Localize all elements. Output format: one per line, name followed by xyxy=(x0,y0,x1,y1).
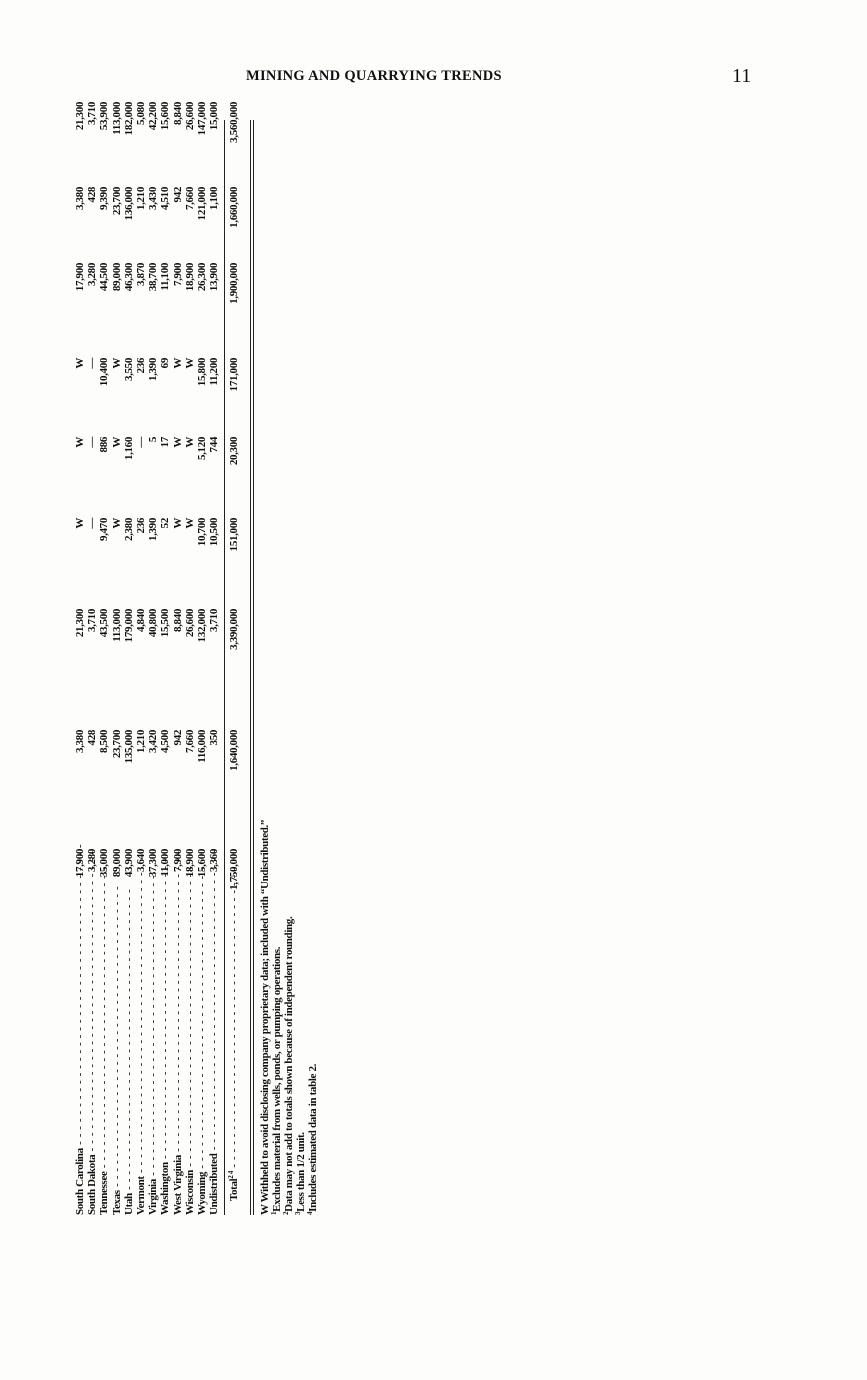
table-row xyxy=(110,102,123,1215)
table-cell: 17,900 xyxy=(74,263,86,292)
running-header xyxy=(0,65,867,88)
table-row xyxy=(98,102,111,1215)
table-cell: 37,300 xyxy=(147,849,160,878)
table-row xyxy=(171,102,184,1215)
table-cell: — xyxy=(135,437,147,448)
table-cell: 8,840 xyxy=(171,102,184,126)
footnotes xyxy=(259,820,319,1215)
table-cell: W xyxy=(74,437,86,448)
table-cell: 17,900 xyxy=(74,849,86,878)
table-cell: 8,840 xyxy=(171,609,184,633)
table-cell: 886 xyxy=(98,437,111,453)
table-cell: 1,390 xyxy=(147,518,160,542)
table-cell: 428 xyxy=(86,187,99,203)
table-cell: 35,000 xyxy=(98,849,111,878)
table-cell: 13,900 xyxy=(208,263,221,292)
total-footnote-marks: 2 4 xyxy=(227,1171,235,1179)
table-cell: 3,710 xyxy=(86,609,99,633)
table-cell: 15,500 xyxy=(159,609,172,638)
table-cell: — xyxy=(86,518,99,529)
running-title: MINING AND QUARRYING TRENDS xyxy=(246,68,502,84)
table-cell: 9,390 xyxy=(98,187,111,211)
table-cell: 4,510 xyxy=(159,187,172,211)
table-cell: 350 xyxy=(208,730,221,746)
table-cell: 43,900 xyxy=(122,849,135,878)
table-cell: 15,800 xyxy=(196,358,208,387)
state-name: Undistributed - - - xyxy=(209,1065,220,1215)
table-cell: W xyxy=(171,437,184,448)
table-cell: 8,500 xyxy=(98,730,111,754)
table-cell: 121,000 xyxy=(196,187,208,221)
total-value: 1,750,000 xyxy=(228,849,240,890)
table-cell: 9,470 xyxy=(98,518,111,542)
table-cell: 113,000 xyxy=(110,609,123,642)
table-cell: 236 xyxy=(135,518,147,534)
table-cell: 744 xyxy=(208,437,221,453)
state-name: Texas - - - xyxy=(112,1065,123,1215)
table-cell: 89,000 xyxy=(110,849,123,878)
table-cell: 7,900 xyxy=(171,263,184,287)
table-cell: 3,710 xyxy=(86,102,99,126)
table-cell: 17 xyxy=(159,437,172,448)
table-cell: 182,000 xyxy=(122,102,135,136)
table-cell: 21,300 xyxy=(74,609,86,638)
table-cell: 3,380 xyxy=(74,730,86,754)
table-cell: 18,900 xyxy=(183,849,196,878)
table-row xyxy=(196,102,208,1215)
table-cell: 5 xyxy=(147,437,160,443)
table-cell: W xyxy=(74,518,86,529)
table-cell: 23,700 xyxy=(110,730,123,759)
table-cell: 3,360 xyxy=(208,849,221,873)
table-cell: W xyxy=(171,518,184,529)
table-cell: 147,000 xyxy=(196,102,208,136)
table-row xyxy=(183,102,196,1215)
total-value: 3,390,000 xyxy=(228,609,240,650)
table-cell: 1,210 xyxy=(135,187,147,211)
table-cell: 1,210 xyxy=(135,730,147,754)
table-cell: 10,500 xyxy=(208,518,221,547)
table-row xyxy=(122,102,135,1215)
state-name: South Dakota - - - xyxy=(87,1065,98,1215)
table-cell: 135,000 xyxy=(122,730,135,764)
total-value: 3,560,000 xyxy=(228,102,240,143)
table-cell: W xyxy=(110,437,123,448)
total-value: 20,300 xyxy=(228,437,240,466)
table-cell: 23,700 xyxy=(110,187,123,216)
table-cell: 7,660 xyxy=(183,187,196,211)
table-cell: W xyxy=(110,518,123,529)
table-rule xyxy=(250,120,251,1215)
table-row xyxy=(208,102,221,1215)
page-number: 11 xyxy=(732,65,752,87)
total-value: 151,000 xyxy=(228,518,240,552)
footnote: $^4$Includes estimated data in table 2. xyxy=(306,1063,319,1215)
footnote: W Withheld to avoid disclosing company proprietary data; included with “Undistributed.” xyxy=(259,819,271,1215)
total-value: 171,000 xyxy=(228,358,240,392)
table-cell: 1,390 xyxy=(147,358,160,382)
table-cell: 10,400 xyxy=(98,358,111,387)
table-cell: 5,080 xyxy=(135,102,147,126)
table-cell: 428 xyxy=(86,730,99,746)
footnote: $^2$Data may not add to totals shown because of independent rounding. xyxy=(282,916,295,1215)
table-cell: 40,800 xyxy=(147,609,160,638)
table-cell: 3,550 xyxy=(122,358,135,382)
table-row xyxy=(86,102,99,1215)
table-cell: 42,200 xyxy=(147,102,160,131)
table-cell: 69 xyxy=(159,358,172,369)
total-value: 1,660,000 xyxy=(228,187,240,228)
table-cell: 18,900 xyxy=(183,263,196,292)
state-name: Wyoming - - - xyxy=(197,1065,208,1215)
table-cell: W xyxy=(183,358,196,369)
state-name: South Carolina - - - xyxy=(75,1065,86,1215)
table-cell: 3,420 xyxy=(147,730,160,754)
table-cell: 1,160 xyxy=(122,437,135,461)
state-name: Utah - - - xyxy=(124,1065,135,1215)
table-cell: 7,660 xyxy=(183,730,196,754)
state-name: Washington - - - xyxy=(160,1065,171,1215)
table-cell: 11,000 xyxy=(159,849,172,877)
table-cell: 10,700 xyxy=(196,518,208,547)
table-cell: 236 xyxy=(135,358,147,374)
table-cell: 52 xyxy=(159,518,172,529)
rotated-table xyxy=(62,102,342,1215)
table-cell: 4,840 xyxy=(135,609,147,633)
table-cell: 5,120 xyxy=(196,437,208,461)
table-cell: 3,430 xyxy=(147,187,160,211)
state-name: West Virginia - - - xyxy=(173,1065,184,1215)
state-name: Wisconsin - - - xyxy=(185,1065,196,1215)
table-cell: 179,000 xyxy=(122,609,135,643)
table-cell: 4,500 xyxy=(159,730,172,754)
table-cell: 2,380 xyxy=(122,518,135,542)
table-cell: 3,870 xyxy=(135,263,147,287)
table-cell: 942 xyxy=(171,730,184,746)
table-cell: 38,700 xyxy=(147,263,160,292)
table-cell: 89,000 xyxy=(110,263,123,292)
table-cell: 43,500 xyxy=(98,609,111,638)
state-name: Tennessee - - - xyxy=(99,1065,110,1215)
table-cell: W xyxy=(171,358,184,369)
total-row xyxy=(227,102,240,1215)
footnote: $^1$Excludes material from wells, ponds, or pumping operations. xyxy=(270,946,283,1215)
total-value: 1,640,000 xyxy=(228,730,240,771)
table-cell: 15,000 xyxy=(208,102,221,131)
table-cell: 3,380 xyxy=(74,187,86,211)
table-row xyxy=(135,102,147,1215)
table-cell: 11,200 xyxy=(208,358,221,386)
table-cell: 53,900 xyxy=(98,102,111,131)
table-cell: 3,280 xyxy=(86,849,99,873)
table-cell: 113,000 xyxy=(110,102,123,135)
table-cell: 26,600 xyxy=(183,609,196,638)
table-cell: 26,300 xyxy=(196,263,208,292)
total-value: 1,900,000 xyxy=(228,263,240,304)
table-cell: W xyxy=(74,358,86,369)
table-cell: 136,000 xyxy=(122,187,135,221)
table-cell: 11,100 xyxy=(159,263,172,291)
table-cell: 7,900 xyxy=(171,849,184,873)
table-cell: 21,300 xyxy=(74,102,86,131)
table-cell: 942 xyxy=(171,187,184,203)
table-rule xyxy=(253,120,254,1215)
table-cell: W xyxy=(183,437,196,448)
total-label: Total$^{2 4}$ - - - xyxy=(229,1061,240,1215)
table-cell: W xyxy=(183,518,196,529)
state-name: Virginia - - - xyxy=(148,1065,159,1215)
table-cell: 15,600 xyxy=(196,849,208,878)
footnote: $^3$Less than 1/2 unit. xyxy=(294,1132,307,1215)
table-cell: 15,600 xyxy=(159,102,172,131)
table-cell: 46,300 xyxy=(122,263,135,292)
table-row xyxy=(159,102,172,1215)
table-cell: — xyxy=(86,358,99,369)
table-cell: 3,640 xyxy=(135,849,147,873)
table-cell: 3,710 xyxy=(208,609,221,633)
table-cell: 26,600 xyxy=(183,102,196,131)
table-cell: 3,280 xyxy=(86,263,99,287)
table-cell: 1,100 xyxy=(208,187,221,211)
table-row xyxy=(74,102,86,1215)
state-name: Vermont - - - xyxy=(136,1065,147,1215)
table-cell: 44,500 xyxy=(98,263,111,292)
table-cell: 132,000 xyxy=(196,609,208,643)
table-cell: 116,000 xyxy=(196,730,208,763)
table-cell: W xyxy=(110,358,123,369)
table-cell: — xyxy=(86,437,99,448)
table-rule xyxy=(224,120,225,1215)
table-row xyxy=(147,102,160,1215)
